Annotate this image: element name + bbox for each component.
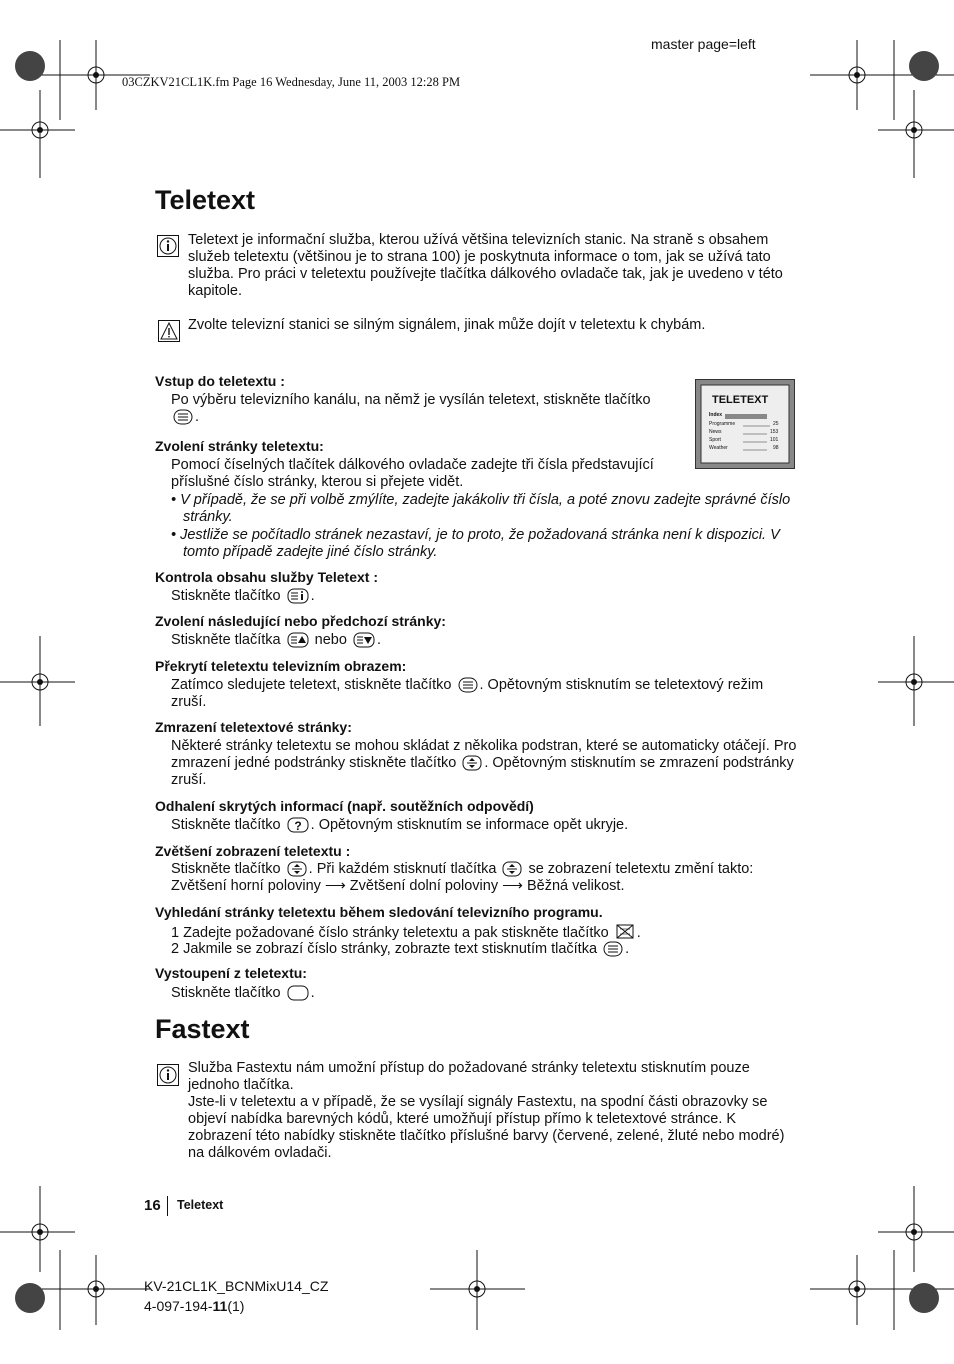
section-heading: Zmrazení teletextové stránky:	[155, 719, 352, 735]
master-page-label: master page=left	[651, 36, 756, 52]
section-text	[171, 738, 799, 789]
nasledujici-text: Stiskněte tlačítka	[171, 632, 281, 648]
zvetseni-seq: Zvětšení horní poloviny	[171, 878, 321, 894]
reveal-button-icon	[287, 817, 309, 833]
section-heading: Kontrola obsahu služby Teletext :	[155, 569, 378, 585]
svg-text:?: ?	[293, 819, 302, 833]
zvetseni-seq: Běžná velikost.	[526, 878, 625, 894]
section-text: Stiskněte tlačítko .	[171, 985, 315, 1001]
page-down-icon	[353, 632, 375, 648]
page-number: 16	[144, 1197, 161, 1214]
cancel-button-icon	[615, 923, 635, 941]
prekryti-text: Zatímco sledujete teletext, stiskněte tlačítko	[171, 677, 452, 693]
bullet-note: • Jestliže se počítadlo stránek nezastaví, je to proto, že požadovaná stránka není k dispozici. V tomto případě zadejte jiné číslo stránky.	[171, 527, 780, 560]
hold-button-icon	[462, 755, 482, 771]
enlarge-button-icon	[287, 861, 307, 877]
odhaleni-text: Stiskněte tlačítko	[171, 817, 281, 833]
part-code-bold: 11	[212, 1298, 228, 1314]
screen-row-num: 25	[773, 421, 779, 427]
part-code-pre: 4-097-194-	[144, 1298, 213, 1314]
screen-row-num: 101	[770, 437, 779, 443]
section-heading: Vyhledání stránky teletextu během sledování televizního programu.	[155, 904, 603, 920]
section-heading: Zvětšení zobrazení teletextu :	[155, 843, 351, 859]
zvetseni-seq: Zvětšení dolní poloviny	[349, 878, 499, 894]
screen-row-num: 153	[770, 429, 779, 435]
part-code-post: (1)	[227, 1298, 245, 1314]
fastext-info-text: Služba Fastextu nám umožní přístup do požadované stránky teletextu stisknutím pouze jednoho tlačítka.	[188, 1060, 750, 1093]
screen-index: Index	[709, 412, 723, 418]
arrow-right-icon: ⟶	[502, 878, 523, 894]
screen-row-num: 98	[773, 445, 779, 451]
screen-row-label: Programme	[709, 421, 736, 427]
section-text: Stiskněte tlačítka nebo .	[171, 632, 381, 648]
zvetseni-text: Stiskněte tlačítko	[171, 861, 281, 877]
vyhledani-step: 1 Zadejte požadované číslo stránky teletextu a pak stiskněte tlačítko	[171, 925, 609, 941]
screen-row-label: Sport	[709, 437, 721, 443]
screen-row-label: Weather	[709, 445, 728, 451]
tv-button-icon	[287, 985, 309, 1001]
info-icon	[157, 235, 179, 257]
enlarge-button-icon	[502, 861, 522, 877]
index-button-icon	[287, 588, 309, 604]
section-heading: Odhalení skrytých informací (např. soutěžních odpovědí)	[155, 798, 534, 814]
teletext-button-icon	[603, 941, 623, 957]
zvetseni-text2: . Při každém stisknutí tlačítka	[308, 861, 497, 877]
section-heading: Zvolení následující nebo předchozí stránky:	[155, 613, 446, 629]
section-heading: Zvolení stránky teletextu:	[155, 438, 324, 454]
teletext-title: Teletext	[155, 185, 256, 215]
section-text: Stiskněte tlačítko .	[171, 588, 315, 604]
section-text: 1 Zadejte požadované číslo stránky teletextu a pak stiskněte tlačítko .	[171, 925, 641, 941]
nasledujici-or: nebo	[314, 632, 347, 648]
section-text: Po výběru televizního kanálu, na němž je vysílán teletext, stiskněte tlačítko .	[171, 392, 651, 425]
vstup-text: Po výběru televizního kanálu, na němž je vysílán teletext, stiskněte tlačítko	[171, 392, 651, 408]
screen-title: TELETEXT	[712, 394, 769, 406]
arrow-right-icon: ⟶	[324, 878, 346, 894]
zmrazeni-text2: . Opětovným stisknutím se zmrazení podstránky zruší.	[171, 755, 794, 788]
teletext-warning-text: Zvolte televizní stanici se silným signálem, jinak může dojít v teletextu k chybám.	[188, 317, 706, 333]
model-code: KV-21CL1K_BCNMixU14_CZ	[144, 1278, 329, 1294]
zvetseni-text3: se zobrazení teletextu změní takto:	[528, 861, 754, 877]
screen-row-label: News	[709, 429, 722, 435]
vystoupeni-text: Stiskněte tlačítko	[171, 985, 281, 1001]
section-text	[171, 861, 799, 895]
footer-model	[144, 1276, 328, 1316]
footer-section: Teletext	[177, 1198, 224, 1212]
section-heading: Vstup do teletextu :	[155, 373, 285, 389]
kontrola-text: Stiskněte tlačítko	[171, 588, 281, 604]
fastext-title: Fastext	[155, 1014, 250, 1044]
bullet-note: • V případě, že se při volbě zmýlíte, zadejte jakákoliv tři čísla, a poté znovu zadejte správné číslo stránky.	[171, 492, 791, 525]
part-code	[144, 1296, 328, 1316]
odhaleni-text2: . Opětovným stisknutím se informace opět ukryje.	[310, 817, 629, 833]
section-heading: Překrytí teletextu televizním obrazem:	[155, 658, 407, 674]
section-text: 2 Jakmile se zobrazí číslo stránky, zobrazte text stisknutím tlačítka .	[171, 941, 630, 957]
teletext-button-icon	[173, 409, 193, 425]
warning-icon	[158, 320, 180, 342]
teletext-info-text: Teletext je informační služba, kterou užívá většina televizních stanic. Na straně s obsahem služeb teletextu (většinou je to strana 100) je poskytnuta informace o tom, jak se užívá tato služba. Pro práci v teletextu používejte tlačítka dálkového ovladače tak, jak je uvedeno v této kapitole.	[188, 232, 783, 299]
zmrazeni-text: Některé stránky teletextu se mohou skládat z několika podstran, které se automaticky otáčejí. Pro zmrazení jedné podstránky stiskněte tlačítko	[171, 738, 797, 771]
teletext-button-icon	[458, 677, 478, 693]
footer-divider	[167, 1196, 168, 1216]
info-icon	[157, 1064, 179, 1086]
prekryti-text2: . Opětovným stisknutím se teletextový režim zruší.	[171, 677, 764, 710]
section-text	[171, 817, 628, 834]
vyhledani-step: 2 Jakmile se zobrazí číslo stránky, zobrazte text stisknutím tlačítka	[171, 941, 598, 957]
teletext-screen-illustration	[695, 379, 795, 469]
file-info: 03CZKV21CL1K.fm Page 16 Wednesday, June 11, 2003 12:28 PM	[122, 75, 461, 89]
section-heading: Vystoupení z teletextu:	[155, 965, 307, 981]
page-up-icon	[287, 632, 309, 648]
section-text	[171, 677, 799, 711]
fastext-info-text2: Jste-li v teletextu a v případě, že se vysílají signály Fastextu, na spodní části obrazovky se objeví nabídka barevných kódů, které umožňují přístup přímo k teletextové stránce. K zobrazení této nabídky stiskněte tlačítko příslušné barvy (červené, zelené, žluté nebo modré) na dálkovém ovladači.	[188, 1094, 785, 1161]
zvoleni-text: Pomocí číselných tlačítek dálkového ovladače zadejte tři čísla představující příslušné číslo stránky, kterou si přejete vidět.	[171, 457, 654, 490]
